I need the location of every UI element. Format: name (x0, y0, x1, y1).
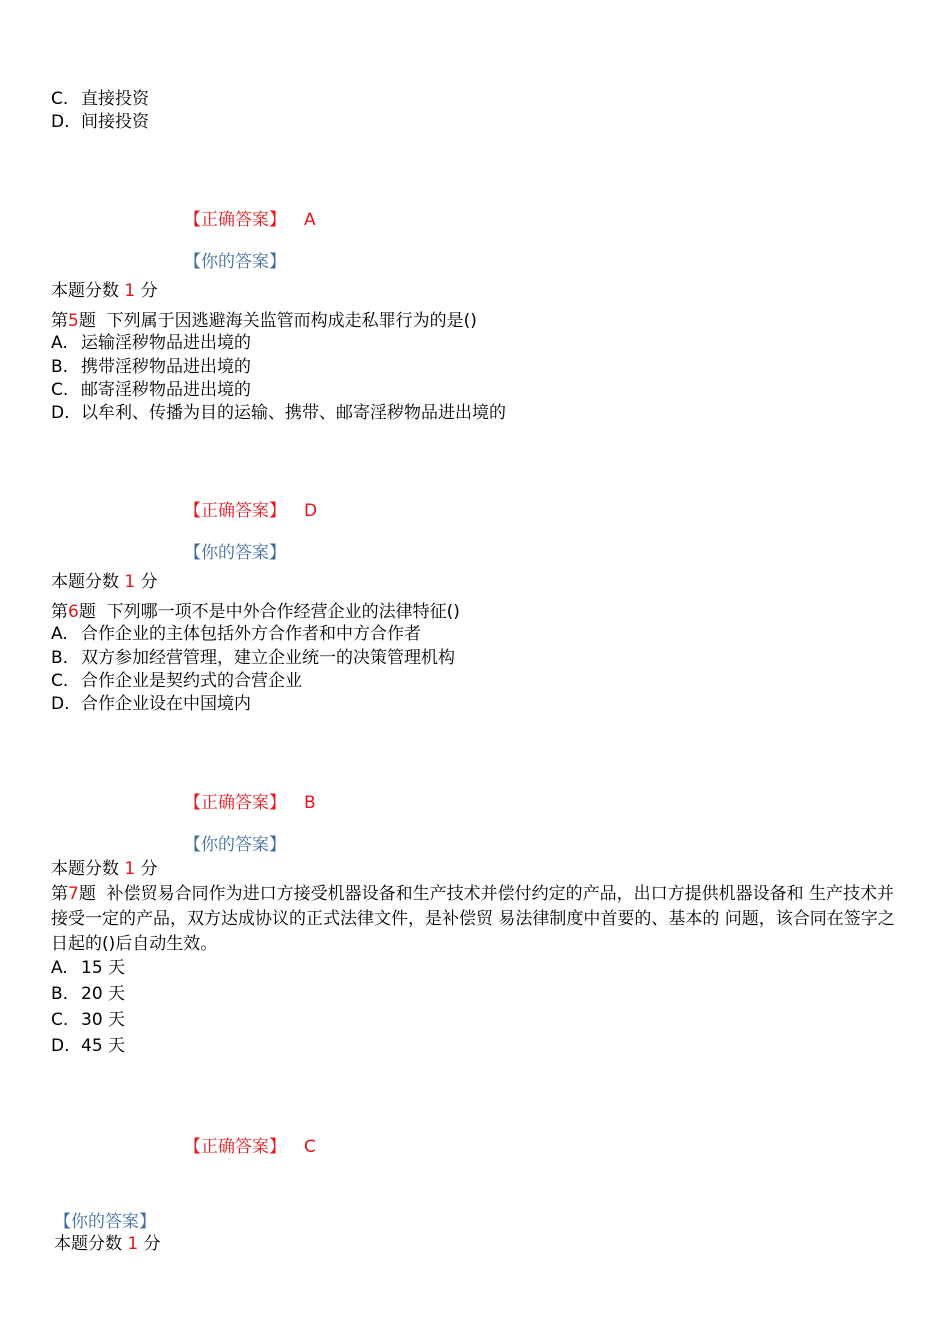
your-answer: 【你的答案】 (184, 252, 286, 272)
option-d: D. 45 天 (51, 1036, 126, 1056)
question-score: 本题分数 1 分 (51, 572, 158, 592)
your-answer: 【你的答案】 (184, 543, 286, 563)
option-c: C. 30 天 (51, 1010, 126, 1030)
option-d: D. 合作企业设在中国境内 (51, 694, 251, 714)
option-a: A. 运输淫秽物品进出境的 (51, 333, 251, 353)
option-a: A. 合作企业的主体包括外方合作者和中方合作者 (51, 624, 421, 644)
option-b: B. 携带淫秽物品进出境的 (51, 357, 251, 377)
correct-answer: 【正确答案】 D (184, 501, 318, 521)
option-d: D. 以牟利、传播为目的运输、携带、邮寄淫秽物品进出境的 (51, 403, 506, 423)
option-c: C. 合作企业是契约式的合营企业 (51, 671, 302, 691)
question-score: 本题分数 1 分 (51, 859, 158, 879)
question-7-title: 第7题 补偿贸易合同作为进口方接受机器设备和生产技术并偿付约定的产品，出口方提供机器设备和 生产技术并接受一定的产品，双方达成协议的正式法律文件，是补偿贸 易法律制度中首要的、基本的 问题，该合同在签字之日起的()后自动生效。 (51, 884, 895, 954)
correct-answer: 【正确答案】 C (184, 1137, 316, 1157)
question-5-title: 第5题 下列属于因逃避海关监管而构成走私罪行为的是() (51, 311, 477, 331)
option-c: C. 直接投资 (51, 89, 149, 109)
question-6-title: 第6题 下列哪一项不是中外合作经营企业的法律特征() (51, 602, 460, 622)
option-c: C. 邮寄淫秽物品进出境的 (51, 380, 251, 400)
correct-answer: 【正确答案】 B (184, 793, 316, 813)
option-d: D. 间接投资 (51, 112, 149, 132)
question-score: 本题分数 1 分 (54, 1234, 161, 1254)
your-answer: 【你的答案】 (184, 835, 286, 855)
correct-answer: 【正确答案】 A (184, 210, 316, 230)
option-a: A. 15 天 (51, 958, 126, 978)
your-answer: 【你的答案】 (54, 1212, 156, 1232)
question-score: 本题分数 1 分 (51, 281, 158, 301)
option-b: B. 20 天 (51, 984, 126, 1004)
option-b: B. 双方参加经营管理，建立企业统一的决策管理机构 (51, 648, 455, 668)
